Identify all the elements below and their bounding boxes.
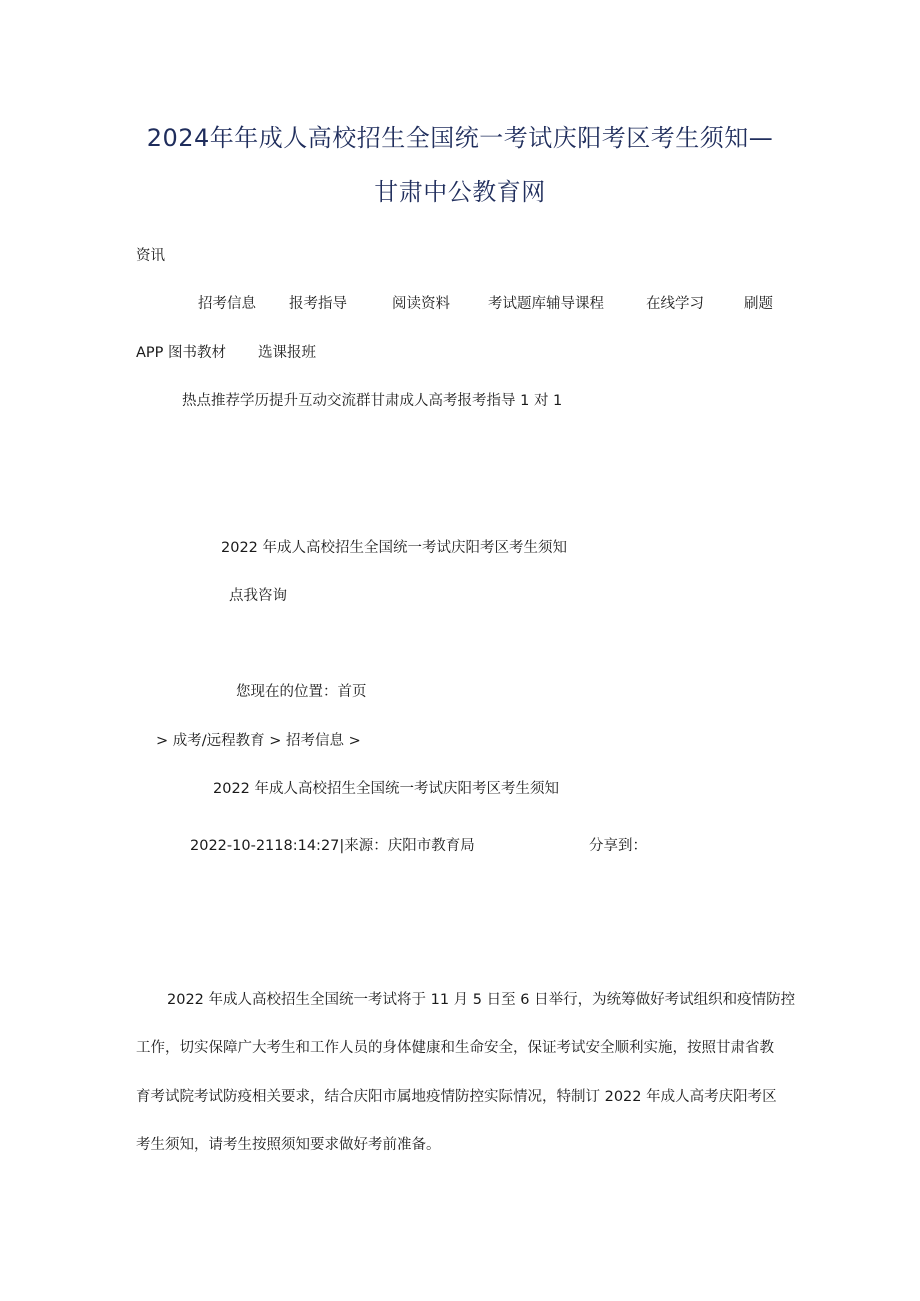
nav-item-practice[interactable]: 刷题 [744, 296, 773, 312]
consult-button[interactable]: 点我咨询 [229, 588, 287, 604]
nav-item-app-books[interactable]: APP 图书教材 [136, 345, 227, 361]
breadcrumb[interactable]: > 成考/远程教育 > 招考信息 > [156, 733, 361, 749]
banner-title: 2022 年成人高校招生全国统一考试庆阳考区考生须知 [221, 540, 568, 556]
nav-item-online-study[interactable]: 在线学习 [646, 296, 704, 312]
hot-recommend-link[interactable]: 热点推荐学历提升互动交流群甘肃成人高考报考指导 1 对 1 [182, 393, 563, 409]
article-meta: 2022-10-2118:14:27|来源：庆阳市教育局 [190, 838, 475, 854]
nav-item-reading[interactable]: 阅读资料 [392, 296, 450, 312]
section-label: 资讯 [136, 248, 165, 264]
page-title-line2: 甘肃中公教育网 [374, 178, 546, 206]
article-body-line: 考生须知，请考生按照须知要求做好考前准备。 [136, 1137, 441, 1153]
article-body-line: 育考试院考试防疫相关要求，结合庆阳市属地疫情防控实际情况，特制订 2022 年成人高考庆阳考区 [136, 1089, 777, 1105]
breadcrumb-prefix: 您现在的位置：首页 [236, 684, 367, 700]
article-body-line: 工作，切实保障广大考生和工作人员的身体健康和生命安全，保证考试安全顺利实施，按照甘肃省教 [136, 1040, 774, 1056]
nav-item-zhaokao[interactable]: 招考信息 [198, 296, 256, 312]
article-title: 2022 年成人高校招生全国统一考试庆阳考区考生须知 [213, 781, 560, 797]
nav-item-courses[interactable]: 选课报班 [258, 345, 316, 361]
nav-item-baokao[interactable]: 报考指导 [289, 296, 347, 312]
nav-item-question-bank[interactable]: 考试题库辅导课程 [488, 296, 604, 312]
page-title-line1: 2024年年成人高校招生全国统一考试庆阳考区考生须知— [146, 124, 774, 152]
article-body-line: 2022 年成人高校招生全国统一考试将于 11 月 5 日至 6 日举行，为统筹做好考试组织和疫情防控 [167, 992, 796, 1008]
share-label: 分享到： [589, 838, 647, 854]
